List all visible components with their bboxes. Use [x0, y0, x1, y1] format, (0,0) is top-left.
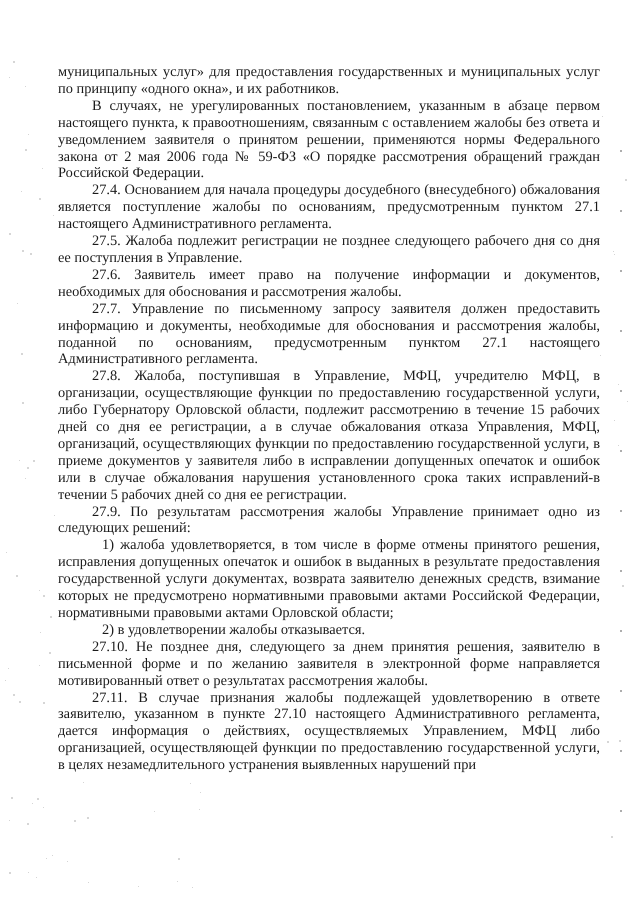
scan-speck: [53, 215, 54, 216]
scan-speck: [32, 803, 33, 804]
scan-speck: [39, 665, 40, 666]
scan-speck: [5, 680, 6, 681]
scan-speck: [627, 401, 628, 402]
scan-speck: [39, 198, 41, 200]
scan-speck: [13, 694, 15, 696]
scan-speck: [625, 179, 627, 181]
scan-speck: [67, 861, 68, 862]
scan-speck: [25, 86, 26, 87]
scan-speck: [154, 811, 155, 812]
paragraph-27-6: 27.6. Заявитель имеет право на получение информации и документов, необходимых для обоснования и рассмотрения жалобы.: [58, 266, 600, 300]
scan-speck: [22, 402, 24, 404]
scan-speck: [88, 882, 89, 883]
scan-speck: [42, 168, 43, 169]
scan-speck: [21, 191, 22, 192]
scan-speck: [178, 858, 180, 860]
scan-speck: [19, 460, 20, 461]
scan-speck: [28, 134, 29, 135]
scan-speck: [22, 250, 24, 252]
scan-speck: [618, 445, 619, 446]
scan-speck: [602, 116, 603, 117]
scan-speck: [30, 253, 32, 255]
scan-speck: [87, 817, 89, 819]
scan-speck: [50, 616, 52, 618]
paragraph-27-7: 27.7. Управление по письменному запросу заявителя должен предоставить информацию и документы, необходимые для обоснования и рассмотрения жалобы, поданной по основаниям, предусмотренным пунктом 27.1 настоящего Административного регламента.: [58, 300, 600, 368]
scan-speck: [25, 149, 27, 151]
scan-speck: [614, 254, 615, 255]
scan-speck: [43, 807, 44, 808]
margin-mark: [620, 210, 622, 212]
scan-speck: [28, 872, 29, 873]
scan-speck: [138, 886, 139, 887]
scan-speck: [618, 384, 619, 385]
scan-speck: [25, 478, 26, 479]
paragraph-unregulated-cases: В случаях, не урегулированных постановлением, указанным в абзаце первом настоящего пункта, к правоотношениям, связанным с оставлением жалобы без ответа и уведомлением заявителя о принятом решении, применяются нормы Федерального закона от 2 мая 2006 года № 59-ФЗ «О порядке рассмотрения обращений граждан Российской Федерации.: [58, 97, 600, 182]
scan-speck: [39, 590, 40, 591]
scan-speck: [27, 823, 29, 825]
scan-speck: [16, 575, 18, 577]
scan-speck: [83, 782, 84, 783]
scan-speck: [199, 809, 200, 810]
scan-speck: [19, 701, 21, 703]
scan-speck: [607, 741, 609, 743]
paragraph-27-9: 27.9. По результатам рассмотрения жалобы Управление принимает одно из следующих решений:: [58, 503, 600, 537]
margin-mark: [620, 270, 622, 272]
scan-speck: [200, 792, 201, 793]
scan-speck: [43, 702, 45, 704]
scan-speck: [9, 820, 10, 821]
scan-speck: [177, 881, 178, 882]
scan-speck: [46, 858, 47, 859]
paragraph-27-10: 27.10. Не позднее дня, следующего за днем принятия решения, заявителю в письменной форме и по желанию заявителя в электронной форме направляется мотивированный ответ о результатах рассмотрения жалобы.: [58, 638, 600, 689]
scan-speck: [6, 552, 7, 553]
paragraph-27-8: 27.8. Жалоба, поступившая в Управление, МФЦ, учредителю МФЦ, в организации, осуществляющие функции по предоставлению государственной услуги, либо Губернатору Орловской области, подлежит рассмотрению в течение 15 рабочих дней со дня ее регистрации, а в случае обжалования отказа Управления, МФЦ, организаций, осуществляющих функции по предоставлению государственной услуги, в приеме документов у заявителя либо в исправлении допущенных опечаток и ошибок или в случае обжалования нарушения установленного срока таких исправлений-в течении 5 рабочих дней со дня ее регистрации.: [58, 368, 600, 503]
scan-speck: [17, 303, 18, 304]
margin-mark: [620, 450, 622, 452]
document-page: [58, 64, 600, 774]
paragraph-27-9-item-2: 2) в удовлетворении жалобы отказывается.: [102, 621, 366, 638]
paragraph-continuation: муниципальных услуг» для предоставления государственных и муниципальных услуг по принципу «одного окна», и их работников.: [58, 64, 600, 97]
scan-speck: [13, 61, 15, 63]
paragraph-27-4: 27.4. Основанием для начала процедуры досудебного (внесудебного) обжалования является поступление жалобы по основаниям, предусмотренным пунктом 27.1 настоящего Административного регламента.: [58, 182, 600, 233]
scan-speck: [614, 420, 615, 421]
scan-speck: [37, 798, 39, 800]
scan-speck: [43, 595, 45, 597]
margin-mark: [620, 570, 622, 572]
margin-mark: [620, 630, 622, 632]
scan-speck: [600, 355, 601, 356]
scan-speck: [52, 855, 53, 856]
margin-mark: [620, 330, 622, 332]
scan-speck: [613, 251, 614, 252]
scan-speck: [9, 77, 10, 78]
margin-mark: [620, 150, 622, 152]
scan-speck: [9, 233, 11, 235]
scan-speck: [190, 783, 191, 784]
margin-mark: [620, 510, 622, 512]
paragraph-27-11: 27.11. В случае признания жалобы подлежащей удовлетворению в ответе заявителю, указанном в пункте 27.10 настоящего Административного регламента, дается информация о действиях, осуществляемых Управлением, МФЦ либо организацией, осуществляющей функции по предоставлению государственной услуги, в целях незамедлительного устранения выявленных нарушений при: [58, 689, 600, 774]
scan-speck: [49, 652, 51, 654]
scan-speck: [611, 836, 613, 838]
scan-speck: [27, 467, 29, 469]
scan-speck: [54, 515, 55, 516]
paragraph-27-5: 27.5. Жалоба подлежит регистрации не позднее следующего рабочего дня со дня ее поступления в Управление.: [58, 233, 600, 266]
scan-speck: [8, 668, 9, 669]
scan-speck: [619, 740, 621, 742]
margin-mark: [620, 750, 622, 752]
scan-speck: [21, 353, 23, 355]
paragraph-27-9-item-1: 1) жалоба удовлетворяется, в том числе в форме отмены принятого решения, исправления допущенных опечаток и ошибок в выданных в результате предоставления государственной услуги документах, возврата заявителю денежных средств, взимание которых не предусмотрено нормативными правовыми актами Российской Федерации, нормативными правовыми актами Орловской области;: [58, 537, 600, 621]
margin-mark: [620, 390, 622, 392]
scan-speck: [9, 872, 11, 874]
scan-speck: [36, 877, 37, 878]
margin-mark: [620, 810, 622, 812]
scan-speck: [622, 585, 624, 587]
scan-speck: [11, 797, 13, 799]
scan-speck: [33, 460, 35, 462]
scan-speck: [74, 820, 76, 822]
scan-speck: [40, 632, 41, 633]
scan-speck: [192, 887, 193, 888]
margin-mark: [620, 690, 622, 692]
